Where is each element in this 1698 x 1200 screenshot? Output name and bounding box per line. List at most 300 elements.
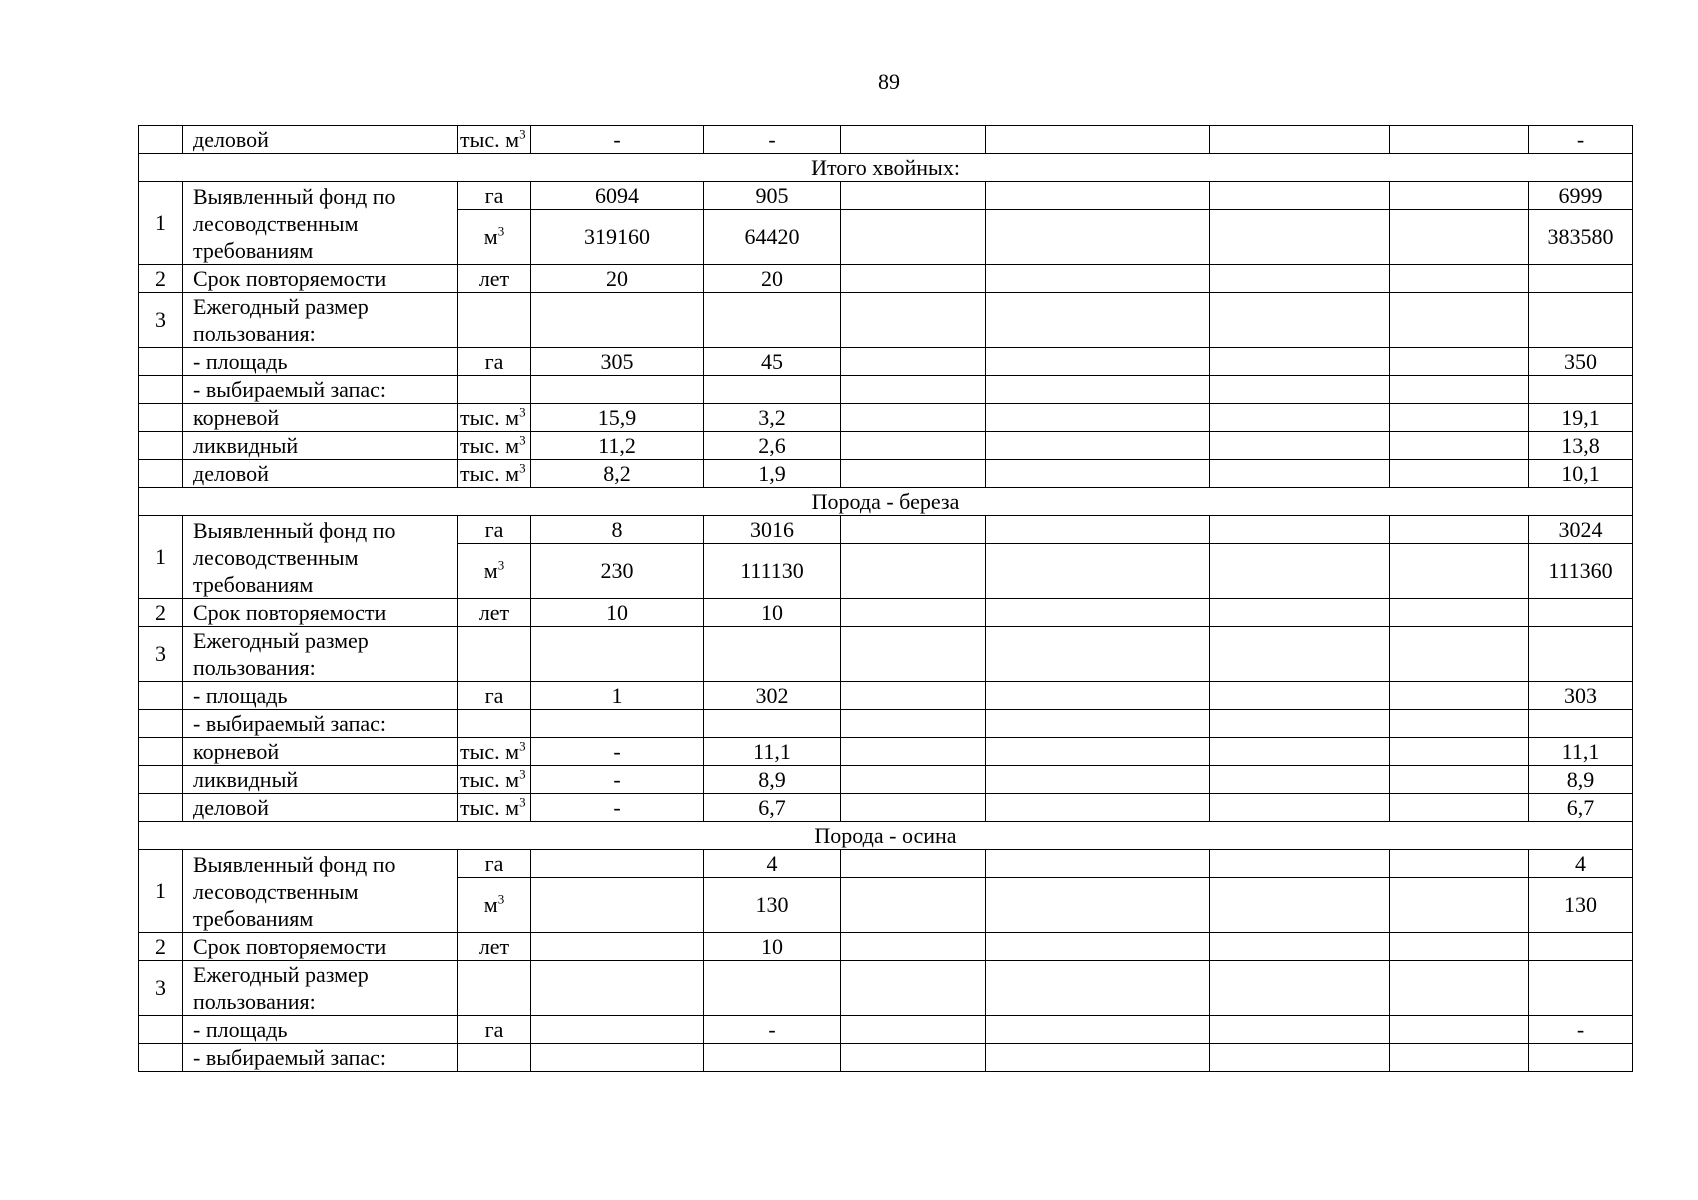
- value-cell: [986, 265, 1210, 293]
- value-cell: [1210, 126, 1390, 154]
- value-cell: 3,2: [704, 404, 841, 432]
- table-row: [139, 432, 1633, 460]
- value-cell: 6,7: [1529, 794, 1633, 822]
- unit-superscript: 3: [519, 766, 526, 782]
- value-cell: [531, 376, 704, 404]
- value-cell: [1529, 599, 1633, 627]
- unit-label: тыс. м: [460, 766, 520, 792]
- row-name: - площадь: [183, 1016, 458, 1044]
- value-cell: [841, 182, 986, 210]
- value-cell: [1390, 516, 1529, 544]
- value-cell: [531, 933, 704, 961]
- value-cell: [1210, 432, 1390, 460]
- row-number: 3: [139, 961, 183, 1016]
- row-number: [139, 460, 183, 488]
- value-cell: [986, 961, 1210, 1016]
- unit-cell: [458, 376, 531, 404]
- unit-superscript: 3: [519, 126, 526, 142]
- value-cell: [704, 1044, 841, 1072]
- value-cell: [531, 961, 704, 1016]
- value-cell: [1390, 460, 1529, 488]
- unit-cell: [458, 878, 531, 933]
- row-number: [139, 1016, 183, 1044]
- unit-label: га: [484, 516, 504, 542]
- value-cell: [1210, 265, 1390, 293]
- table-row: [139, 516, 1633, 544]
- value-cell: 45: [704, 348, 841, 376]
- unit-label: тыс. м: [460, 794, 520, 820]
- section-row: [139, 488, 1633, 516]
- unit-superscript: 3: [519, 460, 526, 476]
- unit-cell: [458, 710, 531, 738]
- value-cell: [841, 210, 986, 265]
- value-cell: [1210, 210, 1390, 265]
- row-number: [139, 710, 183, 738]
- value-cell: [841, 348, 986, 376]
- value-cell: [531, 1016, 704, 1044]
- value-cell: 15,9: [531, 404, 704, 432]
- value-cell: [986, 126, 1210, 154]
- value-cell: [1210, 766, 1390, 794]
- unit-superscript: 3: [519, 794, 526, 810]
- value-cell: [1390, 961, 1529, 1016]
- value-cell: [986, 404, 1210, 432]
- value-cell: [841, 878, 986, 933]
- value-cell: [986, 794, 1210, 822]
- row-number: [139, 766, 183, 794]
- value-cell: 1,9: [704, 460, 841, 488]
- unit-label: м: [483, 558, 498, 583]
- value-cell: [1210, 738, 1390, 766]
- value-cell: [531, 293, 704, 348]
- value-cell: [986, 432, 1210, 460]
- forest-use-table: [138, 125, 1633, 1072]
- table-row: [139, 460, 1633, 488]
- value-cell: [986, 933, 1210, 961]
- row-name: деловой: [183, 126, 458, 154]
- table-row: [139, 961, 1633, 1016]
- row-name: Ежегодный размер пользования:: [183, 627, 458, 682]
- value-cell: [1529, 961, 1633, 1016]
- value-cell: -: [531, 766, 704, 794]
- value-cell: [704, 961, 841, 1016]
- table-row: [139, 627, 1633, 682]
- value-cell: 20: [704, 265, 841, 293]
- value-cell: 8: [531, 516, 704, 544]
- row-number: [139, 348, 183, 376]
- table-body: [139, 126, 1633, 1072]
- unit-cell: [458, 516, 531, 544]
- value-cell: -: [1529, 1016, 1633, 1044]
- value-cell: 303: [1529, 682, 1633, 710]
- value-cell: [704, 376, 841, 404]
- unit-label: га: [484, 850, 504, 876]
- value-cell: 3024: [1529, 516, 1633, 544]
- value-cell: [1390, 878, 1529, 933]
- value-cell: [1210, 961, 1390, 1016]
- value-cell: [1210, 1016, 1390, 1044]
- row-number: [139, 126, 183, 154]
- value-cell: [986, 516, 1210, 544]
- value-cell: 305: [531, 348, 704, 376]
- value-cell: [986, 682, 1210, 710]
- unit-label: м: [483, 892, 498, 917]
- value-cell: [1210, 710, 1390, 738]
- unit-label: га: [484, 182, 504, 208]
- unit-cell: [458, 850, 531, 878]
- value-cell: [841, 432, 986, 460]
- value-cell: [841, 1044, 986, 1072]
- value-cell: [1390, 126, 1529, 154]
- value-cell: 3016: [704, 516, 841, 544]
- value-cell: [986, 1016, 1210, 1044]
- table-row: [139, 1044, 1633, 1072]
- value-cell: [841, 126, 986, 154]
- value-cell: -: [704, 1016, 841, 1044]
- section-title: Порода - береза: [139, 488, 1633, 516]
- value-cell: [841, 850, 986, 878]
- value-cell: [1210, 933, 1390, 961]
- unit-label: га: [484, 348, 504, 374]
- row-name: Выявленный фонд по лесоводственным требованиям: [183, 516, 458, 599]
- value-cell: 8,9: [704, 766, 841, 794]
- value-cell: [1390, 210, 1529, 265]
- value-cell: [531, 1044, 704, 1072]
- value-cell: 350: [1529, 348, 1633, 376]
- unit-superscript: 3: [497, 557, 505, 573]
- value-cell: 2,6: [704, 432, 841, 460]
- value-cell: 4: [704, 850, 841, 878]
- table-row: [139, 933, 1633, 961]
- unit-label: лет: [478, 933, 510, 959]
- unit-cell: [458, 933, 531, 961]
- value-cell: [1390, 293, 1529, 348]
- value-cell: [841, 516, 986, 544]
- table-row: [139, 265, 1633, 293]
- value-cell: [986, 460, 1210, 488]
- unit-label: тыс. м: [460, 126, 520, 152]
- value-cell: [986, 878, 1210, 933]
- row-name: - выбираемый запас:: [183, 1044, 458, 1072]
- value-cell: [1390, 933, 1529, 961]
- value-cell: [986, 376, 1210, 404]
- unit-cell: [458, 544, 531, 599]
- row-name: ликвидный: [183, 432, 458, 460]
- table-row: [139, 794, 1633, 822]
- table-row: [139, 126, 1633, 154]
- row-name: Срок повторяемости: [183, 265, 458, 293]
- row-number: [139, 1044, 183, 1072]
- value-cell: [1390, 1016, 1529, 1044]
- value-cell: 383580: [1529, 210, 1633, 265]
- row-number: 3: [139, 627, 183, 682]
- value-cell: [1390, 432, 1529, 460]
- value-cell: [1210, 544, 1390, 599]
- section-row: [139, 154, 1633, 182]
- value-cell: 20: [531, 265, 704, 293]
- unit-label: тыс. м: [460, 404, 520, 430]
- table-row: [139, 738, 1633, 766]
- row-name: Срок повторяемости: [183, 599, 458, 627]
- value-cell: 130: [1529, 878, 1633, 933]
- row-number: [139, 738, 183, 766]
- value-cell: [1210, 682, 1390, 710]
- value-cell: [841, 599, 986, 627]
- unit-cell: [458, 627, 531, 682]
- value-cell: [986, 348, 1210, 376]
- value-cell: [1529, 293, 1633, 348]
- value-cell: [704, 627, 841, 682]
- value-cell: 10: [704, 599, 841, 627]
- value-cell: 1: [531, 682, 704, 710]
- table-row: [139, 376, 1633, 404]
- value-cell: [1210, 376, 1390, 404]
- row-number: 1: [139, 850, 183, 933]
- value-cell: 302: [704, 682, 841, 710]
- value-cell: [1390, 794, 1529, 822]
- value-cell: [1210, 794, 1390, 822]
- value-cell: [986, 182, 1210, 210]
- row-name: Ежегодный размер пользования:: [183, 961, 458, 1016]
- table-row: [139, 404, 1633, 432]
- row-number: [139, 682, 183, 710]
- table-row: [139, 348, 1633, 376]
- value-cell: [1390, 850, 1529, 878]
- unit-cell: [458, 766, 531, 794]
- value-cell: [841, 404, 986, 432]
- unit-cell: [458, 738, 531, 766]
- value-cell: [841, 460, 986, 488]
- section-title: Итого хвойных:: [139, 154, 1633, 182]
- value-cell: [1390, 376, 1529, 404]
- value-cell: 8,9: [1529, 766, 1633, 794]
- value-cell: [1529, 1044, 1633, 1072]
- value-cell: [1529, 710, 1633, 738]
- value-cell: -: [531, 126, 704, 154]
- value-cell: -: [704, 126, 841, 154]
- row-name: - площадь: [183, 348, 458, 376]
- value-cell: [986, 599, 1210, 627]
- row-name: - выбираемый запас:: [183, 376, 458, 404]
- row-name: корневой: [183, 404, 458, 432]
- value-cell: 4: [1529, 850, 1633, 878]
- unit-cell: [458, 210, 531, 265]
- row-number: [139, 432, 183, 460]
- table-row: [139, 766, 1633, 794]
- value-cell: [1210, 1044, 1390, 1072]
- value-cell: [1390, 182, 1529, 210]
- unit-label: лет: [478, 265, 510, 291]
- value-cell: [1390, 404, 1529, 432]
- value-cell: [841, 293, 986, 348]
- unit-superscript: 3: [519, 432, 526, 448]
- table-row: [139, 682, 1633, 710]
- value-cell: [841, 1016, 986, 1044]
- value-cell: [986, 710, 1210, 738]
- value-cell: [1390, 265, 1529, 293]
- row-number: 1: [139, 516, 183, 599]
- table-row: [139, 293, 1633, 348]
- value-cell: 6,7: [704, 794, 841, 822]
- row-number: [139, 794, 183, 822]
- value-cell: 6094: [531, 182, 704, 210]
- unit-label: тыс. м: [460, 460, 520, 486]
- unit-cell: [458, 265, 531, 293]
- unit-superscript: 3: [497, 891, 505, 907]
- value-cell: [986, 850, 1210, 878]
- value-cell: [841, 544, 986, 599]
- value-cell: 8,2: [531, 460, 704, 488]
- table-row: [139, 850, 1633, 878]
- value-cell: 10: [531, 599, 704, 627]
- value-cell: [531, 850, 704, 878]
- value-cell: [1210, 850, 1390, 878]
- unit-cell: [458, 1016, 531, 1044]
- value-cell: [1390, 1044, 1529, 1072]
- value-cell: [1210, 878, 1390, 933]
- row-number: [139, 376, 183, 404]
- value-cell: [986, 1044, 1210, 1072]
- value-cell: [1210, 404, 1390, 432]
- value-cell: 10: [704, 933, 841, 961]
- value-cell: [1390, 599, 1529, 627]
- value-cell: [1390, 544, 1529, 599]
- unit-cell: [458, 794, 531, 822]
- unit-cell: [458, 1044, 531, 1072]
- table-row: [139, 710, 1633, 738]
- row-name: ликвидный: [183, 766, 458, 794]
- unit-cell: [458, 432, 531, 460]
- value-cell: [1390, 710, 1529, 738]
- value-cell: [1210, 627, 1390, 682]
- value-cell: [841, 794, 986, 822]
- row-number: [139, 404, 183, 432]
- value-cell: [986, 627, 1210, 682]
- row-number: 1: [139, 182, 183, 265]
- value-cell: [841, 738, 986, 766]
- unit-cell: [458, 293, 531, 348]
- value-cell: [1210, 599, 1390, 627]
- row-number: 2: [139, 933, 183, 961]
- section-row: [139, 822, 1633, 850]
- value-cell: [1390, 682, 1529, 710]
- unit-cell: [458, 182, 531, 210]
- value-cell: 905: [704, 182, 841, 210]
- row-name: Выявленный фонд по лесоводственным требованиям: [183, 182, 458, 265]
- value-cell: [841, 710, 986, 738]
- table-row: [139, 1016, 1633, 1044]
- value-cell: [986, 766, 1210, 794]
- value-cell: [1390, 738, 1529, 766]
- value-cell: [841, 627, 986, 682]
- unit-cell: [458, 961, 531, 1016]
- value-cell: [986, 210, 1210, 265]
- unit-label: лет: [478, 599, 510, 625]
- value-cell: [531, 627, 704, 682]
- value-cell: [704, 710, 841, 738]
- value-cell: 319160: [531, 210, 704, 265]
- unit-label: га: [484, 682, 504, 708]
- value-cell: [1210, 460, 1390, 488]
- value-cell: [841, 933, 986, 961]
- unit-label: м: [483, 224, 498, 249]
- unit-superscript: 3: [497, 223, 505, 239]
- value-cell: [1210, 348, 1390, 376]
- unit-cell: [458, 126, 531, 154]
- unit-cell: [458, 460, 531, 488]
- value-cell: 13,8: [1529, 432, 1633, 460]
- table-row: [139, 599, 1633, 627]
- value-cell: [1529, 376, 1633, 404]
- value-cell: 11,1: [704, 738, 841, 766]
- value-cell: [841, 766, 986, 794]
- value-cell: 6999: [1529, 182, 1633, 210]
- value-cell: [841, 265, 986, 293]
- row-name: корневой: [183, 738, 458, 766]
- row-number: 3: [139, 293, 183, 348]
- value-cell: 230: [531, 544, 704, 599]
- value-cell: [1390, 766, 1529, 794]
- unit-label: тыс. м: [460, 738, 520, 764]
- value-cell: [986, 738, 1210, 766]
- value-cell: [986, 544, 1210, 599]
- value-cell: 11,1: [1529, 738, 1633, 766]
- unit-superscript: 3: [519, 738, 526, 754]
- value-cell: [1210, 516, 1390, 544]
- value-cell: [704, 293, 841, 348]
- value-cell: -: [531, 738, 704, 766]
- value-cell: [1210, 182, 1390, 210]
- value-cell: 11,2: [531, 432, 704, 460]
- value-cell: [531, 710, 704, 738]
- value-cell: -: [1529, 126, 1633, 154]
- value-cell: [1529, 627, 1633, 682]
- unit-cell: [458, 682, 531, 710]
- value-cell: [841, 961, 986, 1016]
- value-cell: [841, 682, 986, 710]
- value-cell: [1529, 933, 1633, 961]
- section-title: Порода - осина: [139, 822, 1633, 850]
- unit-label: га: [484, 1016, 504, 1042]
- table-row: [139, 182, 1633, 210]
- unit-cell: [458, 404, 531, 432]
- unit-superscript: 3: [519, 404, 526, 420]
- unit-label: тыс. м: [460, 432, 520, 458]
- row-number: 2: [139, 599, 183, 627]
- row-name: Ежегодный размер пользования:: [183, 293, 458, 348]
- row-name: - площадь: [183, 682, 458, 710]
- value-cell: [1529, 265, 1633, 293]
- row-name: деловой: [183, 794, 458, 822]
- row-name: - выбираемый запас:: [183, 710, 458, 738]
- value-cell: 130: [704, 878, 841, 933]
- value-cell: 111130: [704, 544, 841, 599]
- value-cell: -: [531, 794, 704, 822]
- row-name: деловой: [183, 460, 458, 488]
- unit-cell: [458, 348, 531, 376]
- value-cell: [1390, 627, 1529, 682]
- row-name: Выявленный фонд по лесоводственным требованиям: [183, 850, 458, 933]
- value-cell: [1390, 348, 1529, 376]
- row-name: Срок повторяемости: [183, 933, 458, 961]
- value-cell: 64420: [704, 210, 841, 265]
- value-cell: 10,1: [1529, 460, 1633, 488]
- value-cell: [986, 293, 1210, 348]
- value-cell: [1210, 293, 1390, 348]
- page-number: 89: [878, 69, 900, 94]
- value-cell: [531, 878, 704, 933]
- unit-cell: [458, 599, 531, 627]
